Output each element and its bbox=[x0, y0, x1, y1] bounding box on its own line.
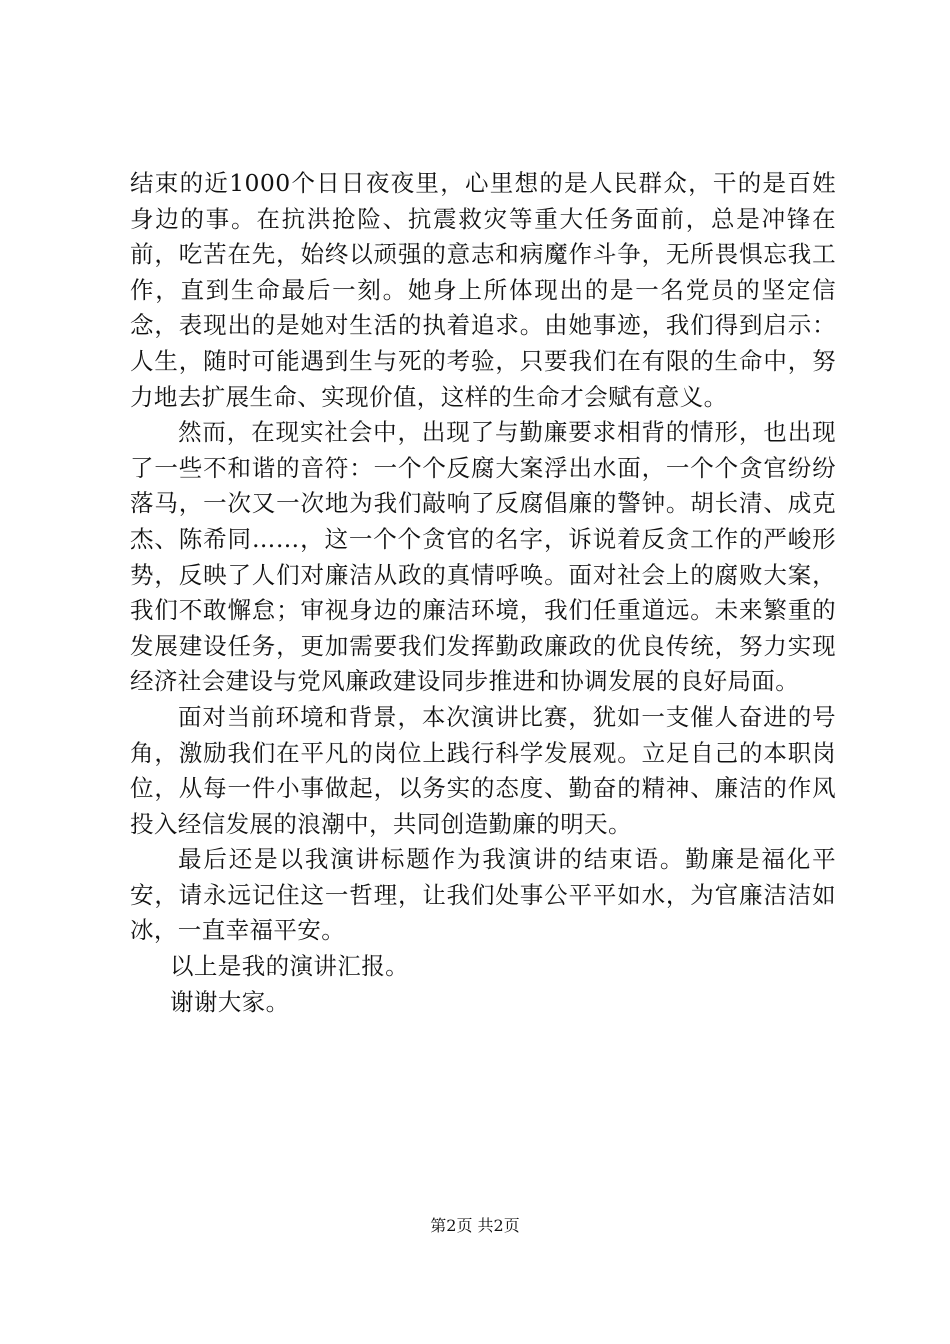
document-body bbox=[130, 166, 836, 1020]
paragraph-continuation: 结束的近1000个日日夜夜里，心里想的是人民群众，干的是百姓身边的事。在抗洪抢险、抗震救灾等重大任务面前，总是冲锋在前，吃苦在先，始终以顽强的意志和病魔作斗争，无所畏惧忘我工作，直到生命最后一刻。她身上所体现出的是一名党员的坚定信念，表现出的是她对生活的执着追求。由她事迹，我们得到启示：人生，随时可能遇到生与死的考验，只要我们在有限的生命中，努力地去扩展生命、实现价值，这样的生命才会赋有意义。 bbox=[130, 169, 836, 411]
paragraph-thanks: 谢谢大家。 bbox=[170, 987, 290, 1016]
page-number-footer: 第2页 共2页 bbox=[430, 1216, 520, 1235]
paragraph-conclusion: 最后还是以我演讲标题作为我演讲的结束语。勤廉是福化平安，请永远记住这一哲理，让我们处事公平平如水，为官廉洁洁如冰，一直幸福平安。 bbox=[130, 845, 836, 945]
paragraph-environment: 面对当前环境和背景，本次演讲比赛，犹如一支催人奋进的号角，激励我们在平凡的岗位上践行科学发展观。立足自己的本职岗位，从每一件小事做起，以务实的态度、勤奋的精神、廉洁的作风投入经信发展的浪潮中，共同创造勤廉的明天。 bbox=[130, 702, 836, 838]
paragraph-corruption: 然而，在现实社会中，出现了与勤廉要求相背的情形，也出现了一些不和谐的音符：一个个反腐大案浮出水面，一个个贪官纷纷落马，一次又一次地为我们敲响了反腐倡廉的警钟。胡长清、成克杰、陈希同……，这一个个贪官的名字，诉说着反贪工作的严峻形势，反映了人们对廉洁从政的真情呼唤。面对社会上的腐败大案，我们不敢懈怠；审视身边的廉洁环境，我们任重道远。未来繁重的发展建设任务，更加需要我们发挥勤政廉政的优良传统，努力实现经济社会建设与党风廉政建设同步推进和协调发展的良好局面。 bbox=[130, 418, 836, 696]
paragraph-report-end: 以上是我的演讲汇报。 bbox=[170, 952, 409, 981]
